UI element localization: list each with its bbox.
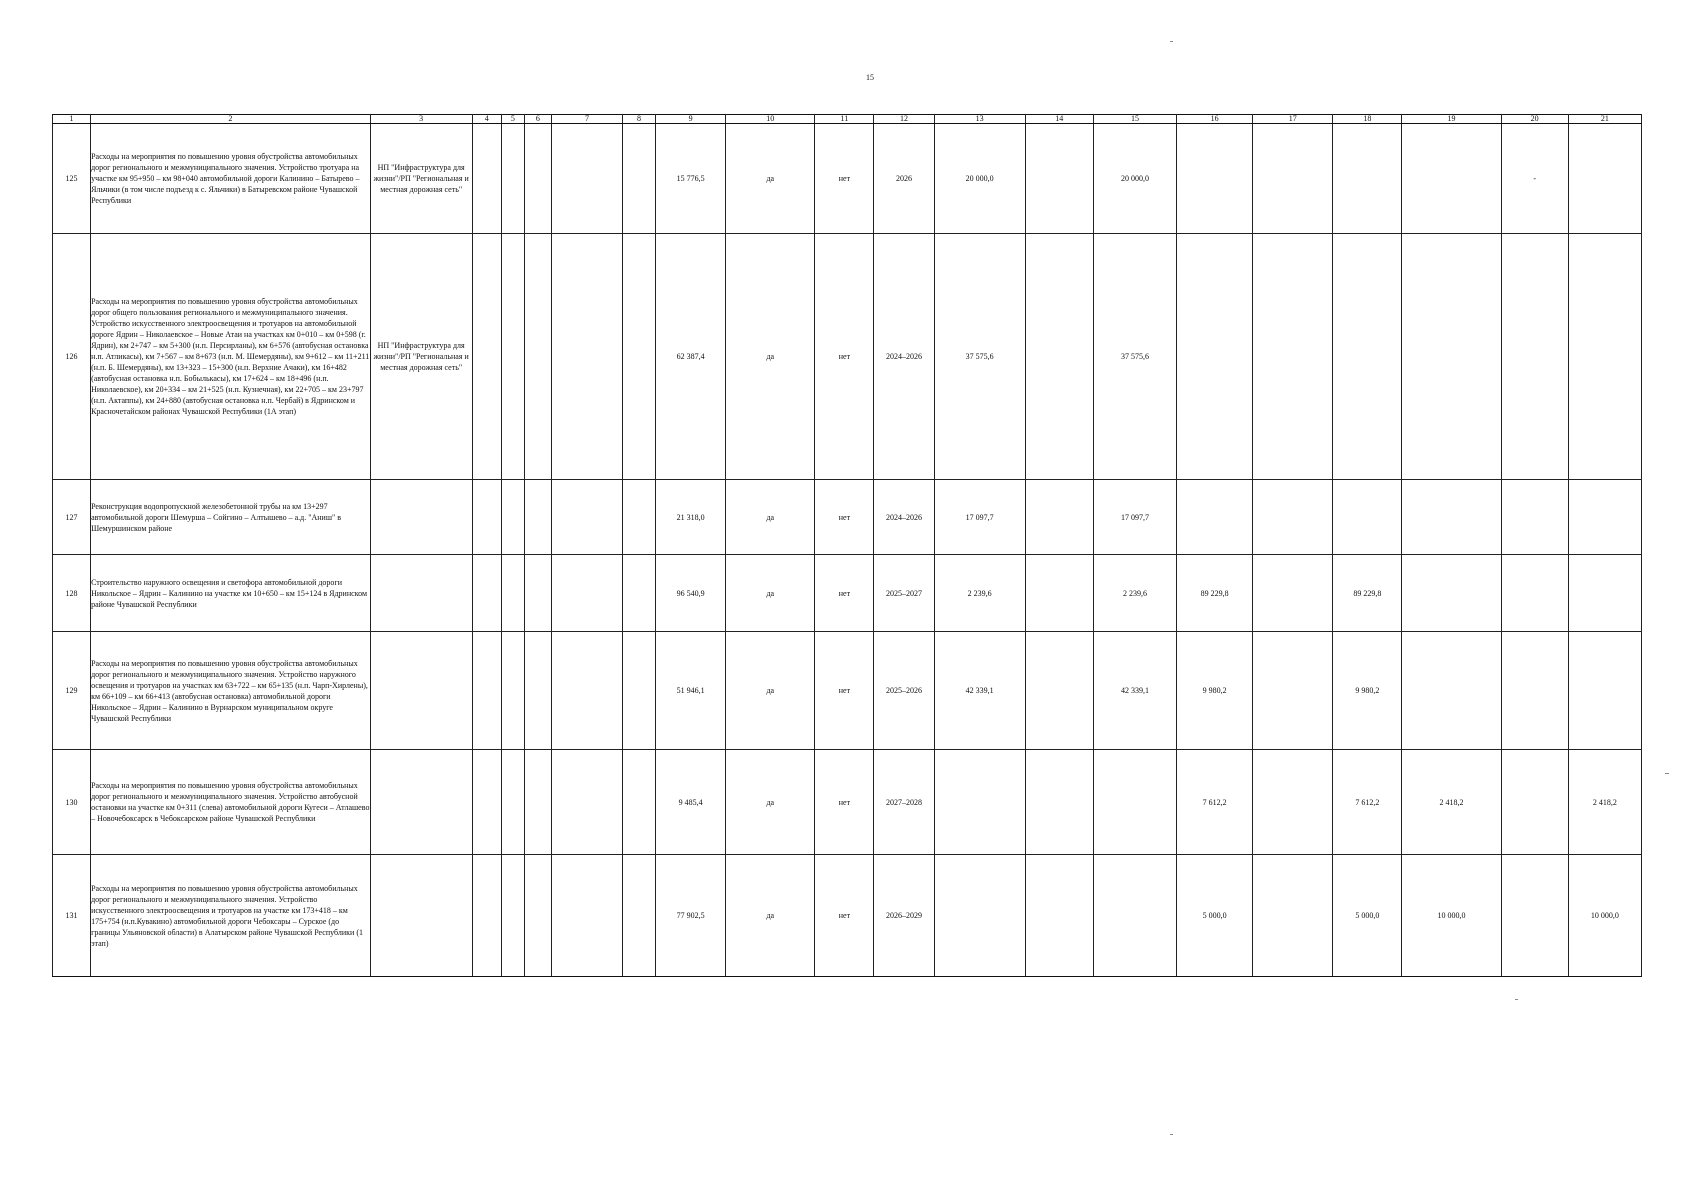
amount-col16: 5 000,0 [1177, 855, 1253, 977]
table-row [53, 124, 1642, 234]
amount-col15: 2 239,6 [1093, 555, 1176, 632]
program-name [370, 555, 472, 632]
flag-no: нет [815, 855, 874, 977]
flag-yes: да [726, 124, 815, 234]
amount-col20 [1501, 632, 1568, 750]
row-number: 130 [53, 750, 91, 855]
amount-col21 [1568, 632, 1641, 750]
amount-col16: 7 612,2 [1177, 750, 1253, 855]
period: 2026–2029 [874, 855, 934, 977]
column-header: 5 [501, 115, 524, 124]
amount-col13: 20 000,0 [934, 124, 1025, 234]
amount-col16 [1177, 234, 1253, 480]
amount-col21: 10 000,0 [1568, 855, 1641, 977]
row-number: 127 [53, 480, 91, 555]
amount-col16 [1177, 124, 1253, 234]
measure-name: Строительство наружного освещения и светофора автомобильной дороги Никольское – Ядрин – Калинино на участке км 10+650 – км 15+124 в Ядринском районе Чувашской Республики [91, 555, 371, 632]
amount-col20 [1501, 750, 1568, 855]
flag-yes: да [726, 750, 815, 855]
column-header: 17 [1253, 115, 1333, 124]
measure-name: Реконструкция водопропускной железобетонной трубы на км 13+297 автомобильной дороги Шемурша – Сойгино – Алтышево – а.д. "Аниш" в Шемуршинском районе [91, 480, 371, 555]
amount-col19 [1402, 124, 1501, 234]
flag-no: нет [815, 124, 874, 234]
cost-value: 15 776,5 [656, 124, 726, 234]
amount-col13 [934, 855, 1025, 977]
amount-col18: 7 612,2 [1333, 750, 1402, 855]
amount-col19: 2 418,2 [1402, 750, 1501, 855]
column-header: 15 [1093, 115, 1176, 124]
amount-col19 [1402, 480, 1501, 555]
column-header: 6 [524, 115, 551, 124]
cost-value: 96 540,9 [656, 555, 726, 632]
amount-col21 [1568, 234, 1641, 480]
amount-col15: 37 575,6 [1093, 234, 1176, 480]
cost-value: 77 902,5 [656, 855, 726, 977]
amount-col20 [1501, 555, 1568, 632]
table-row [53, 234, 1642, 480]
budget-table [52, 114, 1642, 977]
scan-speck [1665, 773, 1669, 774]
amount-col20 [1501, 234, 1568, 480]
period: 2027–2028 [874, 750, 934, 855]
amount-col13: 2 239,6 [934, 555, 1025, 632]
amount-col18 [1333, 480, 1402, 555]
cost-value: 21 318,0 [656, 480, 726, 555]
amount-col15 [1093, 750, 1176, 855]
table-row [53, 855, 1642, 977]
amount-col18 [1333, 234, 1402, 480]
table-row [53, 632, 1642, 750]
amount-col15: 42 339,1 [1093, 632, 1176, 750]
measure-name: Расходы на мероприятия по повышению уровня обустройства автомобильных дорог регионального и межмуниципального значения. Устройство искусственного электроосвещения и тротуаров на участке км 173+418 – км 175+754 (н.п.Кувакино) автомобильной дороги Чебоксары – Сурское (до границы Ульяновской области) в Алатырском районе Чувашской Республики (1 этап) [91, 855, 371, 977]
scan-speck [1170, 1134, 1173, 1135]
column-header: 14 [1025, 115, 1093, 124]
amount-col16 [1177, 480, 1253, 555]
program-name [370, 750, 472, 855]
column-header: 10 [726, 115, 815, 124]
measure-name: Расходы на мероприятия по повышению уровня обустройства автомобильных дорог регионального и межмуниципального значения. Устройство автобусной остановки на участке км 0+311 (слева) автомобильной дороги Кугеси – Атлашево – Новочебоксарск в Чебоксарском районе Чувашской Республики [91, 750, 371, 855]
amount-col19 [1402, 632, 1501, 750]
column-header: 13 [934, 115, 1025, 124]
period: 2024–2026 [874, 234, 934, 480]
amount-col21: 2 418,2 [1568, 750, 1641, 855]
row-number: 128 [53, 555, 91, 632]
program-name: НП "Инфраструктура для жизни"/РП "Региональная и местная дорожная сеть" [370, 124, 472, 234]
column-header: 1 [53, 115, 91, 124]
header-row [53, 115, 1642, 124]
amount-col19 [1402, 234, 1501, 480]
period: 2025–2026 [874, 632, 934, 750]
column-header: 8 [623, 115, 656, 124]
row-number: 129 [53, 632, 91, 750]
scan-speck [1170, 41, 1173, 42]
row-number: 125 [53, 124, 91, 234]
column-header: 12 [874, 115, 934, 124]
row-number: 131 [53, 855, 91, 977]
table-row [53, 555, 1642, 632]
flag-no: нет [815, 480, 874, 555]
program-name [370, 632, 472, 750]
column-header: 7 [551, 115, 622, 124]
amount-col13: 37 575,6 [934, 234, 1025, 480]
measure-name: Расходы на мероприятия по повышению уровня обустройства автомобильных дорог общего пользования регионального и межмуниципального значения. Устройство искусственного электроосвещения и тротуаров на автомобильной дороге Ядрин – Николаевское – Новые Атаи на участках км 0+010 – км 0+598 (г. Ядрин), км 2+747 – км 5+300 (н.п. Персирланы), км 6+576 (автобусная остановка н.п. Атликасы), км 7+567 – км 8+673 (н.п. М. Шемердяны), км 9+612 – км 11+211 (н.п. Б. Шемердяны), км 13+323 – 15+300 (н.п. Верхние Ачаки), км 16+482 (автобусная остановка н.п. Бобылькасы), км 17+624 – км 18+496 (н.п. Николаевское), км 20+334 – км 21+525 (н.п. Кузнечная), км 22+705 – км 23+797 (н.п. Актаппы), км 24+880 (автобусная остановка н.п. Чербай) в Ядринском и Красночетайском районах Чувашской Республики (1А этап) [91, 234, 371, 480]
column-header: 19 [1402, 115, 1501, 124]
amount-col21 [1568, 480, 1641, 555]
table-row [53, 750, 1642, 855]
column-header: 20 [1501, 115, 1568, 124]
amount-col21 [1568, 124, 1641, 234]
amount-col13: 17 097,7 [934, 480, 1025, 555]
amount-col18 [1333, 124, 1402, 234]
flag-no: нет [815, 234, 874, 480]
flag-yes: да [726, 855, 815, 977]
period: 2025–2027 [874, 555, 934, 632]
column-header: 4 [472, 115, 501, 124]
amount-col15: 20 000,0 [1093, 124, 1176, 234]
cost-value: 62 387,4 [656, 234, 726, 480]
flag-yes: да [726, 480, 815, 555]
cost-value: 51 946,1 [656, 632, 726, 750]
column-header: 16 [1177, 115, 1253, 124]
flag-yes: да [726, 632, 815, 750]
program-name: НП "Инфраструктура для жизни"/РП "Региональная и местная дорожная сеть" [370, 234, 472, 480]
amount-col16: 9 980,2 [1177, 632, 1253, 750]
amount-col18: 9 980,2 [1333, 632, 1402, 750]
program-name [370, 480, 472, 555]
amount-col18: 89 229,8 [1333, 555, 1402, 632]
amount-col20: - [1501, 124, 1568, 234]
column-header: 11 [815, 115, 874, 124]
flag-no: нет [815, 750, 874, 855]
column-header: 21 [1568, 115, 1641, 124]
flag-no: нет [815, 632, 874, 750]
amount-col16: 89 229,8 [1177, 555, 1253, 632]
amount-col15: 17 097,7 [1093, 480, 1176, 555]
column-header: 18 [1333, 115, 1402, 124]
measure-name: Расходы на мероприятия по повышению уровня обустройства автомобильных дорог регионального и межмуниципального значения. Устройство тротуара на участке км 95+950 – км 98+040 автомобильной дороги Калинино – Батырево – Яльчики (в том числе подъезд к с. Яльчики) в Батыревском районе Чувашской Республики [91, 124, 371, 234]
amount-col19 [1402, 555, 1501, 632]
column-header: 2 [91, 115, 371, 124]
amount-col21 [1568, 555, 1641, 632]
row-number: 126 [53, 234, 91, 480]
amount-col20 [1501, 480, 1568, 555]
column-header: 9 [656, 115, 726, 124]
program-name [370, 855, 472, 977]
column-header: 3 [370, 115, 472, 124]
flag-no: нет [815, 555, 874, 632]
amount-col18: 5 000,0 [1333, 855, 1402, 977]
table-row [53, 480, 1642, 555]
amount-col19: 10 000,0 [1402, 855, 1501, 977]
amount-col15 [1093, 855, 1176, 977]
period: 2026 [874, 124, 934, 234]
measure-name: Расходы на мероприятия по повышению уровня обустройства автомобильных дорог регионального и межмуниципального значения. Устройство наружного освещения и тротуаров на участках км 63+722 – км 65+135 (н.п. Чарп-Хирлены), км 66+109 – км 66+413 (автобусная остановка) автомобильной дороги Никольское – Ядрин – Калинино в Вурнарском муниципальном округе Чувашской Республики [91, 632, 371, 750]
amount-col13 [934, 750, 1025, 855]
cost-value: 9 485,4 [656, 750, 726, 855]
amount-col13: 42 339,1 [934, 632, 1025, 750]
flag-yes: да [726, 555, 815, 632]
flag-yes: да [726, 234, 815, 480]
page-number: 15 [866, 73, 874, 82]
scan-speck [1515, 999, 1518, 1000]
amount-col20 [1501, 855, 1568, 977]
period: 2024–2026 [874, 480, 934, 555]
